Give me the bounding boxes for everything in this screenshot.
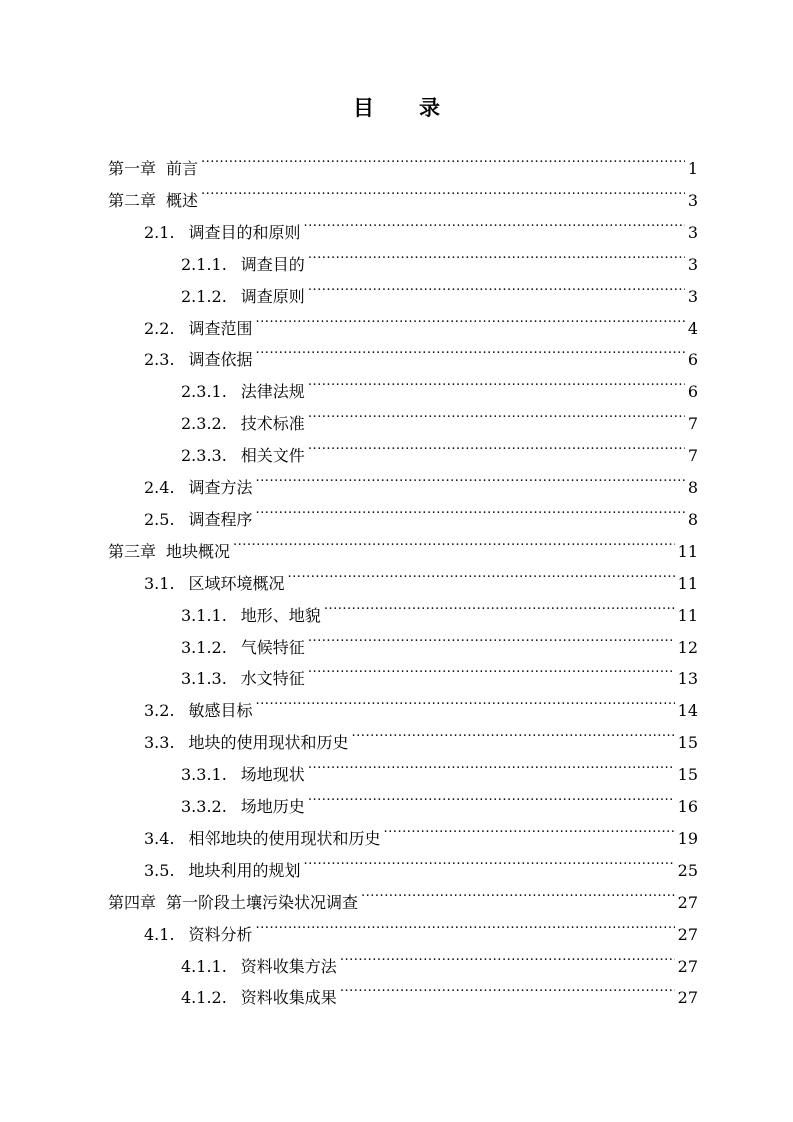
toc-entry-page-number: 7 — [687, 446, 698, 465]
toc-entry[interactable] — [181, 270, 698, 306]
toc-entry[interactable] — [108, 525, 698, 561]
toc-entry[interactable] — [181, 621, 698, 657]
toc-entry-number: 3.1.2. — [181, 638, 227, 657]
toc-entry-page-number: 14 — [677, 701, 698, 720]
toc-entry-leader — [308, 748, 675, 780]
toc-entry-leader — [256, 684, 675, 716]
toc-entry[interactable] — [181, 652, 698, 688]
toc-entry-number: 3.1.3. — [181, 669, 227, 688]
toc-entry-leader — [201, 142, 685, 174]
toc-entry-label: 相邻地块的使用现状和历史 — [188, 829, 381, 848]
toc-entry-label: 调查程序 — [188, 510, 253, 529]
toc-entry-leader — [384, 812, 675, 844]
toc-entry-page-number: 11 — [677, 574, 698, 593]
toc-title: 目 录 — [352, 95, 459, 120]
toc-entry-label: 技术标准 — [240, 414, 305, 433]
toc-entry-leader — [256, 333, 685, 365]
toc-entry-number: 2.1.1. — [181, 255, 227, 274]
toc-entry-page-number: 13 — [677, 669, 698, 688]
toc-entry-leader — [308, 780, 675, 812]
toc-entry[interactable] — [181, 780, 698, 816]
toc-entry-number: 3.1. — [144, 574, 175, 593]
toc-entry-number: 3.3. — [144, 733, 175, 752]
toc-entry-label: 水文特征 — [240, 669, 305, 688]
toc-entry-number: 2.3.2. — [181, 414, 227, 433]
toc-entry-label: 资料收集方法 — [240, 957, 337, 976]
toc-entry-leader — [308, 397, 685, 429]
toc-entry-leader — [304, 844, 675, 876]
toc-entry-leader — [324, 589, 675, 621]
toc-entry-label: 第一阶段土壤污染状况调查 — [166, 893, 359, 912]
toc-entry-number: 第二章 — [108, 191, 157, 210]
toc-entry-leader — [308, 270, 685, 302]
toc-entry-number: 3.2. — [144, 701, 175, 720]
toc-entry-leader — [361, 876, 675, 908]
toc-entry-leader — [288, 557, 675, 589]
toc-entry-leader — [256, 908, 675, 940]
toc-entry-number: 2.1.2. — [181, 287, 227, 306]
toc-entry-leader — [340, 971, 675, 1003]
toc-entry-leader — [304, 206, 685, 238]
toc-entry[interactable] — [144, 684, 698, 720]
toc-entry[interactable] — [181, 238, 698, 274]
toc-entry-number: 3.3.2. — [181, 797, 227, 816]
toc-entry[interactable] — [181, 365, 698, 401]
toc-entry-page-number: 16 — [677, 797, 698, 816]
toc-entry-leader — [201, 174, 685, 206]
toc-entry-page-number: 27 — [677, 893, 698, 912]
toc-entry-label: 地块的使用现状和历史 — [188, 733, 349, 752]
toc-entry-page-number: 27 — [677, 957, 698, 976]
toc-entry-number: 第一章 — [108, 159, 157, 178]
toc-entry-label: 区域环境概况 — [188, 574, 285, 593]
toc-entry-leader — [256, 302, 685, 334]
toc-entry[interactable] — [108, 142, 698, 178]
toc-entry-number: 2.2. — [144, 319, 175, 338]
toc-entry[interactable] — [144, 908, 698, 944]
toc-entry-label: 场地现状 — [240, 765, 305, 784]
toc-entry[interactable] — [144, 333, 698, 369]
toc-entry-page-number: 27 — [677, 988, 698, 1007]
toc-entry-page-number: 12 — [677, 638, 698, 657]
toc-entry-page-number: 27 — [677, 925, 698, 944]
toc-entry-label: 地块概况 — [166, 542, 231, 561]
toc-entry-page-number: 3 — [687, 255, 698, 274]
toc-entry-number: 4.1.2. — [181, 988, 227, 1007]
toc-entry-number: 第三章 — [108, 542, 157, 561]
toc-entry-page-number: 15 — [677, 765, 698, 784]
toc-entry-label: 调查原则 — [240, 287, 305, 306]
toc-entry[interactable] — [144, 302, 698, 338]
toc-entry-page-number: 3 — [687, 191, 698, 210]
toc-entry-leader — [256, 493, 685, 525]
toc-entry-page-number: 3 — [687, 223, 698, 242]
toc-entry-label: 调查目的 — [240, 255, 305, 274]
toc-entry[interactable] — [181, 748, 698, 784]
toc-entry-label: 概述 — [166, 191, 199, 210]
toc-entry-leader — [308, 621, 675, 653]
toc-entry-number: 2.3.1. — [181, 382, 227, 401]
toc-entry-leader — [308, 429, 685, 461]
toc-entry[interactable] — [181, 971, 698, 1007]
toc-entry-label: 调查依据 — [188, 350, 253, 369]
toc-entry-number: 2.4. — [144, 478, 175, 497]
toc-entry-page-number: 7 — [687, 414, 698, 433]
toc-entry-number: 2.3.3. — [181, 446, 227, 465]
toc-entry-number: 4.1. — [144, 925, 175, 944]
toc-entry[interactable] — [144, 812, 698, 848]
toc-entry[interactable] — [144, 206, 698, 242]
toc-entry-number: 2.5. — [144, 510, 175, 529]
toc-entry-label: 法律法规 — [240, 382, 305, 401]
toc-entry-number: 4.1.1. — [181, 957, 227, 976]
toc-entry-label: 调查方法 — [188, 478, 253, 497]
toc-entry-number: 3.5. — [144, 861, 175, 880]
toc-entry-page-number: 8 — [687, 478, 698, 497]
toc-entry[interactable] — [181, 589, 698, 625]
toc-entry[interactable] — [108, 876, 698, 912]
toc-entry-page-number: 11 — [677, 606, 698, 625]
toc-entry-page-number: 15 — [677, 733, 698, 752]
toc-entry-number: 3.4. — [144, 829, 175, 848]
toc-entry-label: 前言 — [166, 159, 199, 178]
toc-entry-leader — [340, 940, 675, 972]
toc-entry-number: 3.1.1. — [181, 606, 227, 625]
toc-entry-leader — [308, 365, 685, 397]
toc-entry[interactable] — [144, 716, 698, 752]
toc-entry-leader — [256, 461, 685, 493]
toc-entry-page-number: 11 — [677, 542, 698, 561]
toc-entry[interactable] — [144, 493, 698, 529]
toc-entry-leader — [308, 652, 675, 684]
toc-entry-label: 气候特征 — [240, 638, 305, 657]
toc-entry[interactable] — [144, 844, 698, 880]
toc-entry-label: 敏感目标 — [188, 701, 253, 720]
toc-entry-label: 地形、地貌 — [240, 606, 321, 625]
toc-entry-label: 资料收集成果 — [240, 988, 337, 1007]
toc-entry[interactable] — [144, 557, 698, 593]
toc-entry-page-number: 8 — [687, 510, 698, 529]
toc-entry[interactable] — [181, 397, 698, 433]
toc-entry[interactable] — [144, 461, 698, 497]
toc-entry-leader — [308, 238, 685, 270]
toc-entry-label: 资料分析 — [188, 925, 253, 944]
toc-entry[interactable] — [181, 940, 698, 976]
toc-entry-label: 相关文件 — [240, 446, 305, 465]
toc-entry-label: 场地历史 — [240, 797, 305, 816]
toc-entry-page-number: 6 — [687, 382, 698, 401]
toc-entry-label: 地块利用的规划 — [188, 861, 301, 880]
toc-entry-number: 3.3.1. — [181, 765, 227, 784]
toc-entry-page-number: 4 — [687, 319, 698, 338]
toc-entry-page-number: 25 — [677, 861, 698, 880]
toc-entry[interactable] — [108, 174, 698, 210]
toc-entry-label: 调查目的和原则 — [188, 223, 301, 242]
toc-entry-number: 2.3. — [144, 350, 175, 369]
toc-entry-number: 2.1. — [144, 223, 175, 242]
toc-entry-page-number: 6 — [687, 350, 698, 369]
toc-entry-page-number: 1 — [687, 159, 698, 178]
toc-entry-page-number: 3 — [687, 287, 698, 306]
toc-entry-label: 调查范围 — [188, 319, 253, 338]
toc-entry[interactable] — [181, 429, 698, 465]
toc-entry-number: 第四章 — [108, 893, 157, 912]
toc-entry-leader — [233, 525, 675, 557]
toc-entry-leader — [352, 716, 675, 748]
toc-entry-page-number: 19 — [677, 829, 698, 848]
